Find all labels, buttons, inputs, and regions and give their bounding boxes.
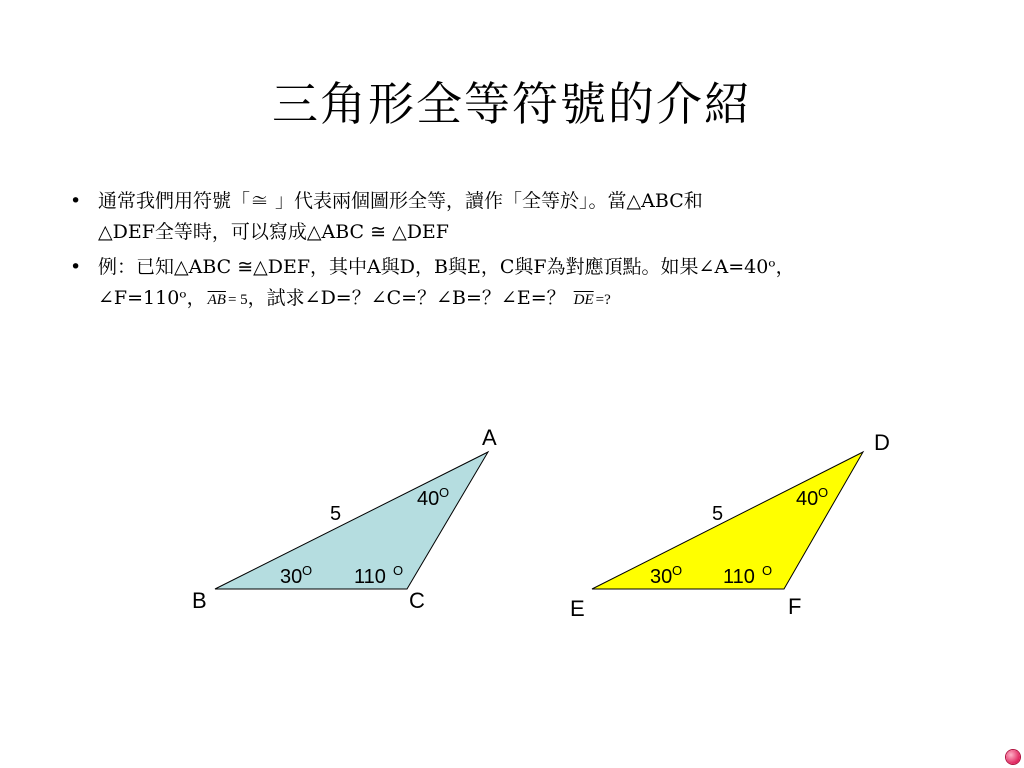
slide-title: 三角形全等符號的介紹 (272, 77, 752, 131)
bullet-1-line-1: 通常我們用符號「≅ 」代表兩個圖形全等，讀作「全等於」。當△ABC和 (98, 190, 703, 212)
vertex-a-label: A (482, 425, 497, 450)
segment-de-label: $\overline{DE}$ (573, 292, 594, 308)
bullet-1-line-2: △DEF全等時，可以寫成△ABC ≅ △DEF (98, 221, 449, 243)
bullet-2-angle-f: ∠F=110ᵒ， (98, 287, 206, 309)
vertex-b-label: B (192, 588, 207, 613)
bullet-dot-icon: • (70, 256, 82, 278)
bullet-dot-icon: • (70, 190, 82, 212)
angle-f-value: 110 (723, 566, 755, 588)
vertex-d-label: D (874, 430, 890, 455)
angle-c-value: 110 (354, 566, 386, 588)
angle-e-value: 30 (650, 566, 673, 588)
side-de-length: 5 (712, 503, 724, 525)
angle-b-value: 30 (280, 566, 303, 588)
angle-f-degree: O (762, 563, 773, 578)
vertex-e-label: E (570, 596, 585, 621)
angle-a-value: 40 (417, 488, 440, 510)
angle-b-degree: O (302, 563, 313, 578)
triangle-abc (215, 452, 488, 589)
angle-d-degree: O (818, 485, 829, 500)
slide-nav-dot-icon[interactable] (1006, 750, 1020, 764)
vertex-f-label: F (788, 594, 802, 619)
bullet-2-question: ，試求∠D=？∠C=？∠B=？∠E=？ (247, 287, 566, 309)
angle-e-degree: O (672, 563, 683, 578)
segment-ab-label: $\overline{AB}$ (207, 292, 226, 308)
angle-c-degree: O (393, 563, 404, 578)
segment-ab-value: = 5 (227, 292, 248, 308)
segment-de-value: =? (595, 292, 611, 308)
angle-a-degree: O (439, 485, 450, 500)
bullet-2-line-1: 例：已知△ABC ≅△DEF，其中A與D，B與E，C與F為對應頂點。如果∠A=40ᵒ， (98, 256, 795, 278)
vertex-c-label: C (409, 588, 425, 613)
angle-d-value: 40 (796, 488, 819, 510)
side-ab-length: 5 (330, 503, 342, 525)
